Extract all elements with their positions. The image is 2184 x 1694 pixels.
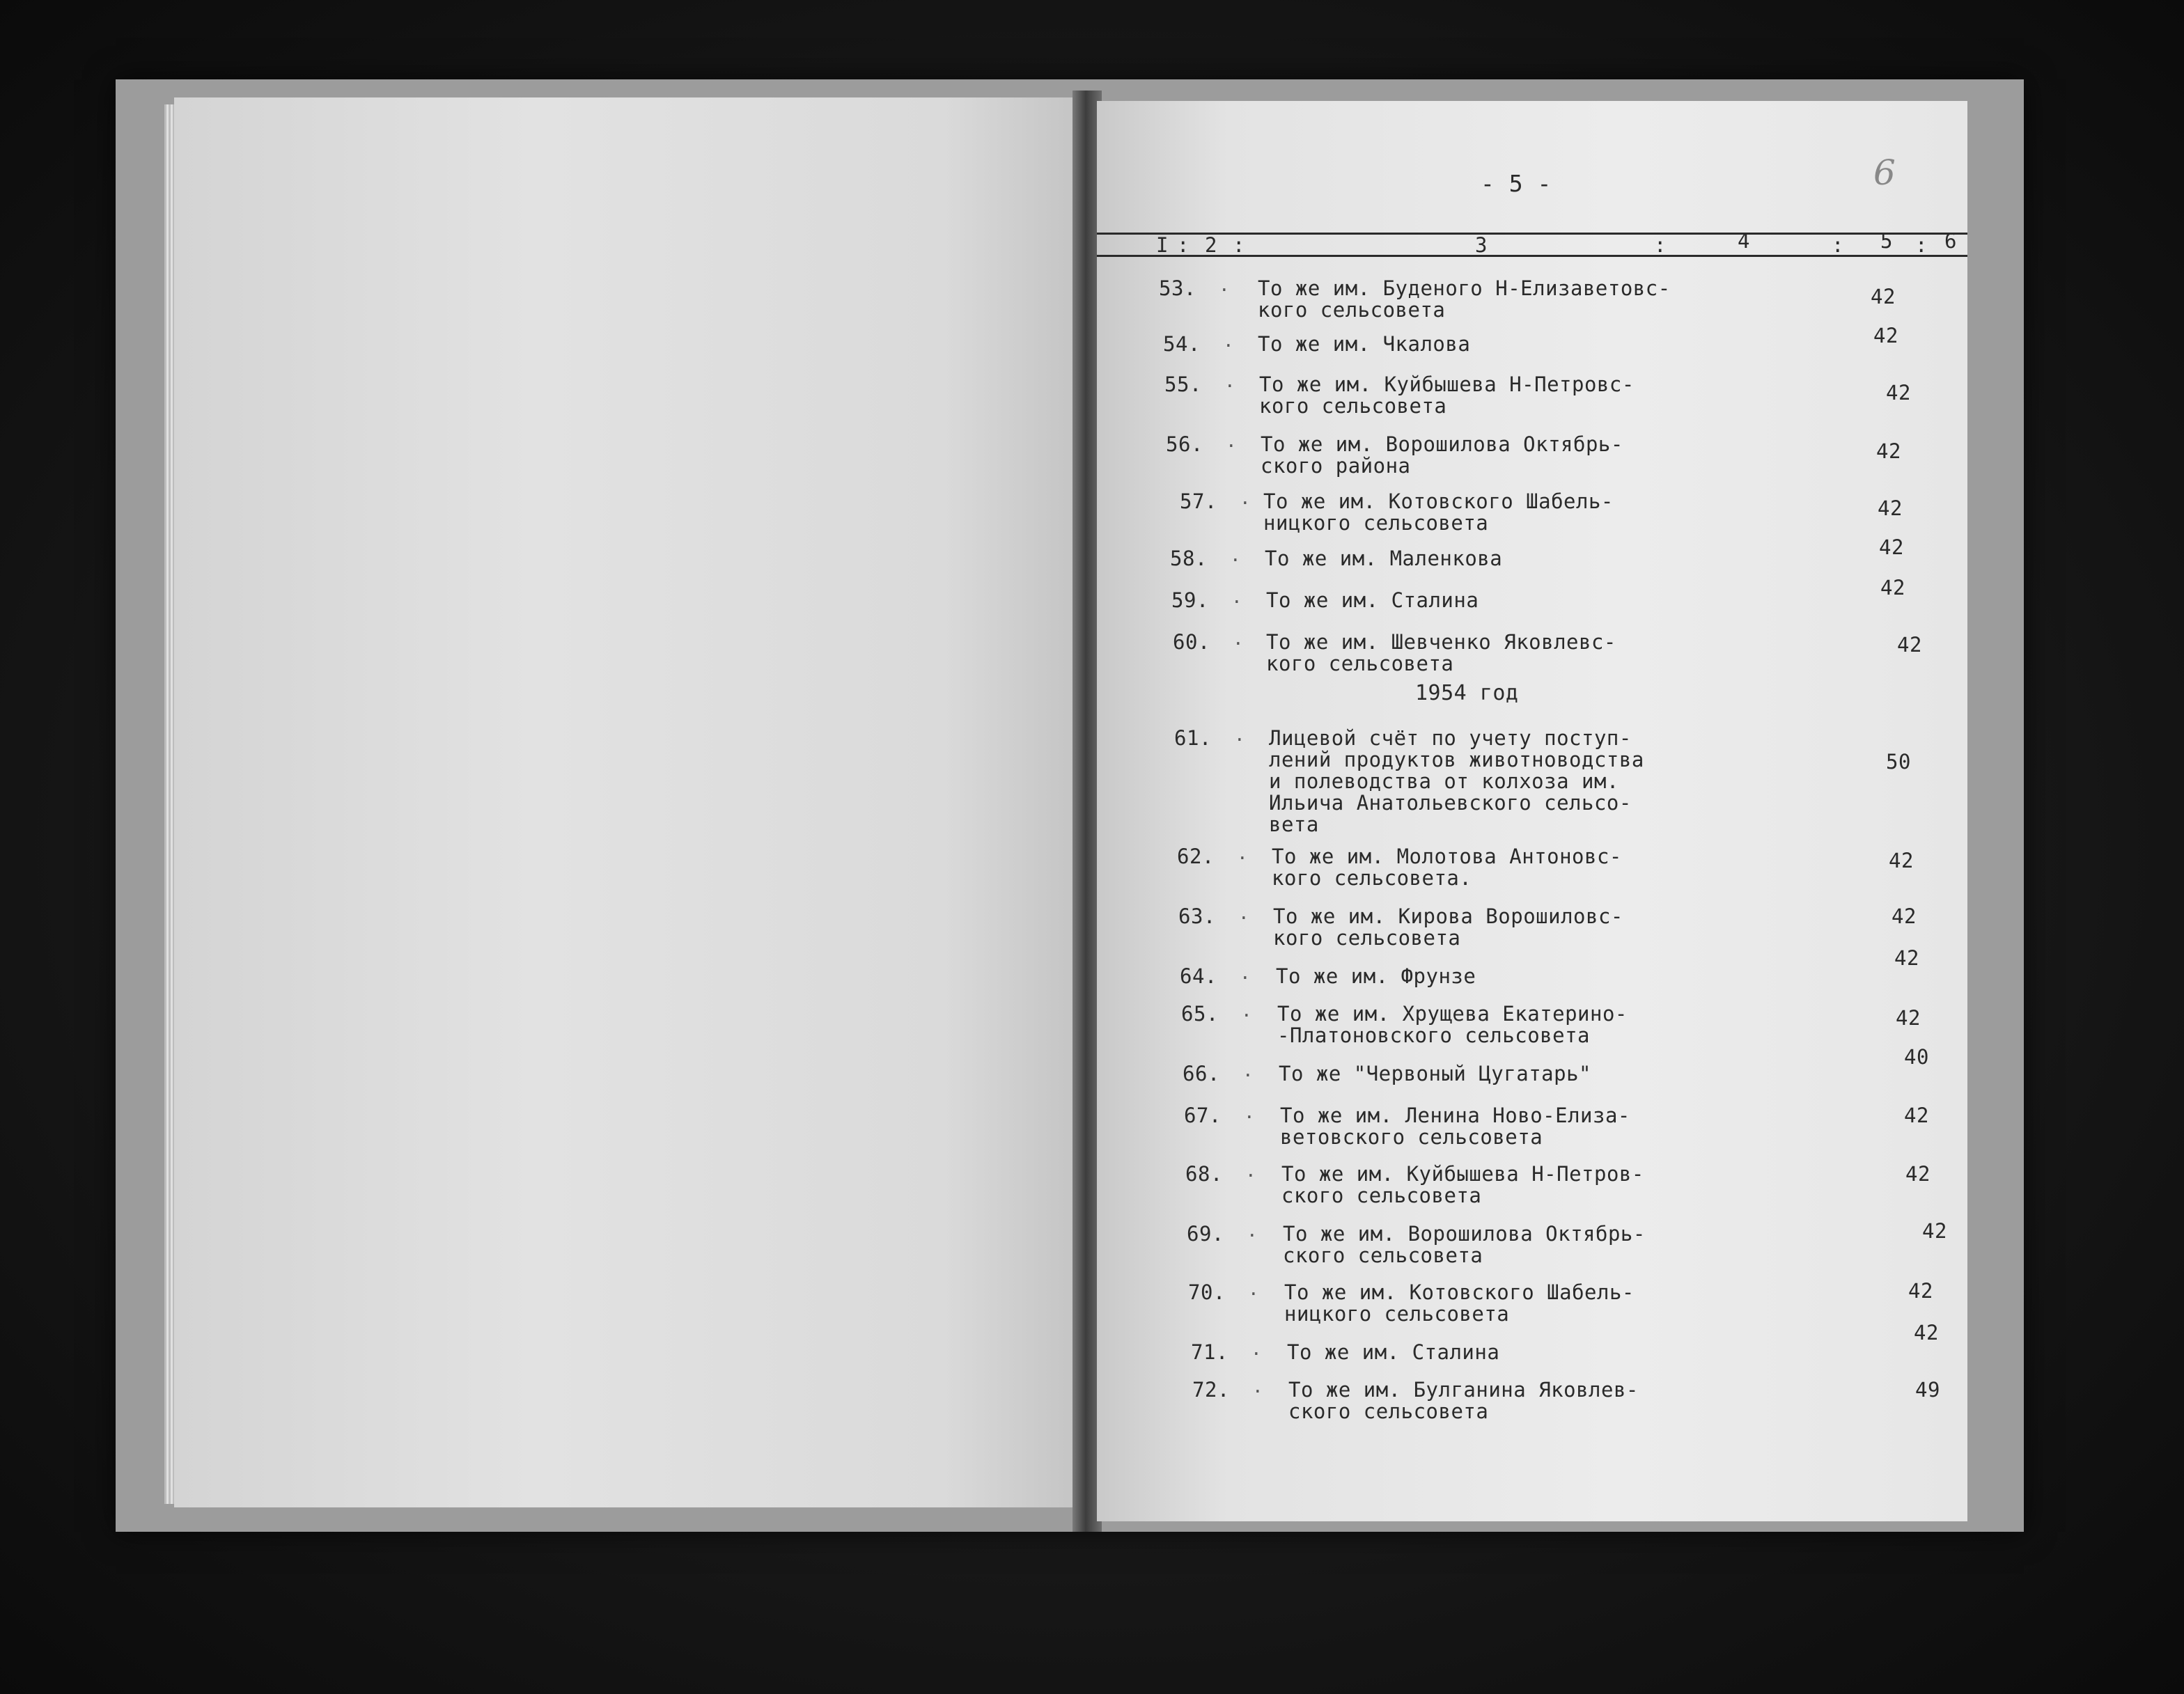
item-description-line: То же им. Кирова Ворошиловс- <box>1273 904 1623 928</box>
item-description-line: То же им. Сталина <box>1266 588 1479 612</box>
sheet-count: 42 <box>1904 1104 1929 1127</box>
sheet-count: 42 <box>1873 324 1898 347</box>
item-number: 60. <box>1173 630 1210 654</box>
check-tick-mark: · <box>1238 908 1249 929</box>
sheet-count: 49 <box>1915 1378 1940 1402</box>
sheet-count: 42 <box>1880 576 1905 599</box>
check-tick-mark: · <box>1223 336 1234 356</box>
item-description-line: Лицевой счёт по учету поступ- <box>1269 726 1632 750</box>
sheet-count: 42 <box>1892 904 1917 928</box>
check-tick-mark: · <box>1233 634 1244 654</box>
item-description-line: То же им. Хрущева Екатерино- <box>1277 1002 1628 1026</box>
item-description-line: ского района <box>1261 454 1411 478</box>
check-tick-mark: · <box>1237 848 1248 869</box>
item-description-line: То же им. Котовского Шабель- <box>1263 489 1614 513</box>
column-header-5: 5 <box>1880 229 1893 253</box>
item-description-line: -Платоновского сельсовета <box>1277 1024 1590 1047</box>
item-number: 66. <box>1183 1062 1220 1085</box>
item-description-line: вета <box>1269 813 1319 836</box>
item-description-line: ницкого сельсовета <box>1263 511 1489 535</box>
item-description-line: То же им. Котовского Шабель- <box>1284 1280 1635 1304</box>
item-number: 61. <box>1174 726 1212 750</box>
item-number: 72. <box>1192 1378 1230 1402</box>
item-description-line: То же им. Куйбышева Н-Петров- <box>1281 1162 1644 1186</box>
column-header-6: 6 <box>1944 229 1957 253</box>
sheet-count: 42 <box>1889 849 1914 872</box>
item-description-line: То же им. Ворошилова Октябрь- <box>1261 432 1623 456</box>
item-description-line: ницкого сельсовета <box>1284 1302 1510 1326</box>
check-tick-mark: · <box>1245 1166 1256 1186</box>
item-description-line: То же им. Маленкова <box>1265 547 1503 570</box>
item-description-line: и полеводства от колхоза им. <box>1269 769 1619 793</box>
column-separator: : <box>1177 233 1190 257</box>
sheet-count: 42 <box>1896 1006 1921 1030</box>
item-description-line: ского сельсовета <box>1288 1399 1489 1423</box>
column-header-4: 4 <box>1738 229 1750 253</box>
item-description-line: То же им. Куйбышева Н-Петровс- <box>1259 372 1635 396</box>
item-description-line: кого сельсовета <box>1273 926 1461 950</box>
item-description-line: То же им. Булганина Яковлев- <box>1288 1378 1639 1402</box>
check-tick-mark: · <box>1230 550 1241 571</box>
item-number: 54. <box>1163 332 1201 356</box>
section-heading-year: 1954 год <box>1415 681 1519 705</box>
item-number: 56. <box>1166 432 1203 456</box>
column-separator: : <box>1654 233 1667 257</box>
sheet-count: 42 <box>1908 1279 1933 1303</box>
item-description-line: То же им. Шевченко Яковлевс- <box>1266 630 1616 654</box>
check-tick-mark: · <box>1219 280 1230 301</box>
item-description-line: То же им. Сталина <box>1287 1340 1500 1364</box>
column-header-2: 2 <box>1205 233 1217 257</box>
sheet-count: 42 <box>1905 1162 1930 1186</box>
sheet-count: 42 <box>1878 496 1903 520</box>
check-tick-mark: · <box>1234 730 1245 751</box>
item-number: 71. <box>1191 1340 1228 1364</box>
item-description-line: кого сельсовета <box>1259 394 1447 418</box>
check-tick-mark: · <box>1244 1107 1255 1128</box>
item-number: 57. <box>1180 489 1217 513</box>
item-number: 59. <box>1171 588 1209 612</box>
handwritten-sheet-number: 6 <box>1873 152 1896 193</box>
sheet-count: 42 <box>1894 946 1919 970</box>
item-description-line: ского сельсовета <box>1283 1244 1483 1267</box>
item-number: 65. <box>1181 1002 1219 1026</box>
check-tick-mark: · <box>1248 1284 1259 1305</box>
check-tick-mark: · <box>1247 1225 1258 1246</box>
column-header-1: I <box>1156 233 1169 257</box>
sheet-count: 42 <box>1871 285 1896 308</box>
check-tick-mark: · <box>1231 592 1242 613</box>
item-number: 68. <box>1185 1162 1223 1186</box>
item-description-line: То же "Червоный Цугатарь" <box>1279 1062 1591 1085</box>
item-number: 69. <box>1187 1222 1224 1246</box>
check-tick-mark: · <box>1252 1381 1263 1402</box>
item-description-line: То же им. Ворошилова Октябрь- <box>1283 1222 1646 1246</box>
column-separator: : <box>1832 233 1844 257</box>
column-header-3: 3 <box>1475 233 1488 257</box>
check-tick-mark: · <box>1251 1344 1262 1365</box>
sheet-count: 42 <box>1897 633 1922 657</box>
item-number: 53. <box>1159 276 1196 300</box>
sheet-count: 42 <box>1886 381 1911 405</box>
item-description-line: То же им. Ленина Ново-Елиза- <box>1280 1104 1630 1127</box>
column-separator: : <box>1233 233 1245 257</box>
check-tick-mark: · <box>1241 1005 1252 1026</box>
item-number: 63. <box>1178 904 1216 928</box>
check-tick-mark: · <box>1224 376 1235 397</box>
item-number: 64. <box>1180 964 1217 988</box>
item-description-line: кого сельсовета <box>1266 652 1454 675</box>
column-separator: : <box>1915 233 1928 257</box>
item-description-line: ского сельсовета <box>1281 1184 1482 1207</box>
item-number: 70. <box>1188 1280 1226 1304</box>
item-number: 62. <box>1177 845 1215 868</box>
item-description-line: ветовского сельсовета <box>1280 1125 1543 1149</box>
page-number: - 5 - <box>1481 170 1552 197</box>
check-tick-mark: · <box>1240 968 1251 989</box>
sheet-count: 40 <box>1904 1045 1929 1069</box>
item-description-line: То же им. Фрунзе <box>1276 964 1476 988</box>
item-description-line: То же им. Буденого Н-Елизаветовс- <box>1258 276 1671 300</box>
item-description-line: Ильича Анатольевского сельсо- <box>1269 791 1632 815</box>
sheet-count: 42 <box>1876 439 1901 463</box>
sheet-count: 50 <box>1886 750 1911 774</box>
sheet-count: 42 <box>1922 1219 1947 1243</box>
item-number: 55. <box>1164 372 1202 396</box>
item-description-line: То же им. Молотова Антоновс- <box>1272 845 1622 868</box>
check-tick-mark: · <box>1242 1065 1254 1086</box>
left-page-blank <box>174 97 1079 1507</box>
sheet-count: 42 <box>1879 535 1904 559</box>
item-description-line: кого сельсовета. <box>1272 866 1472 890</box>
check-tick-mark: · <box>1240 493 1251 514</box>
item-number: 67. <box>1184 1104 1222 1127</box>
check-tick-mark: · <box>1226 436 1237 457</box>
sheet-count: 42 <box>1914 1321 1939 1344</box>
item-number: 58. <box>1170 547 1208 570</box>
item-description-line: То же им. Чкалова <box>1258 332 1471 356</box>
item-description-line: кого сельсовета <box>1258 298 1446 322</box>
item-description-line: лений продуктов животноводства <box>1269 748 1644 771</box>
